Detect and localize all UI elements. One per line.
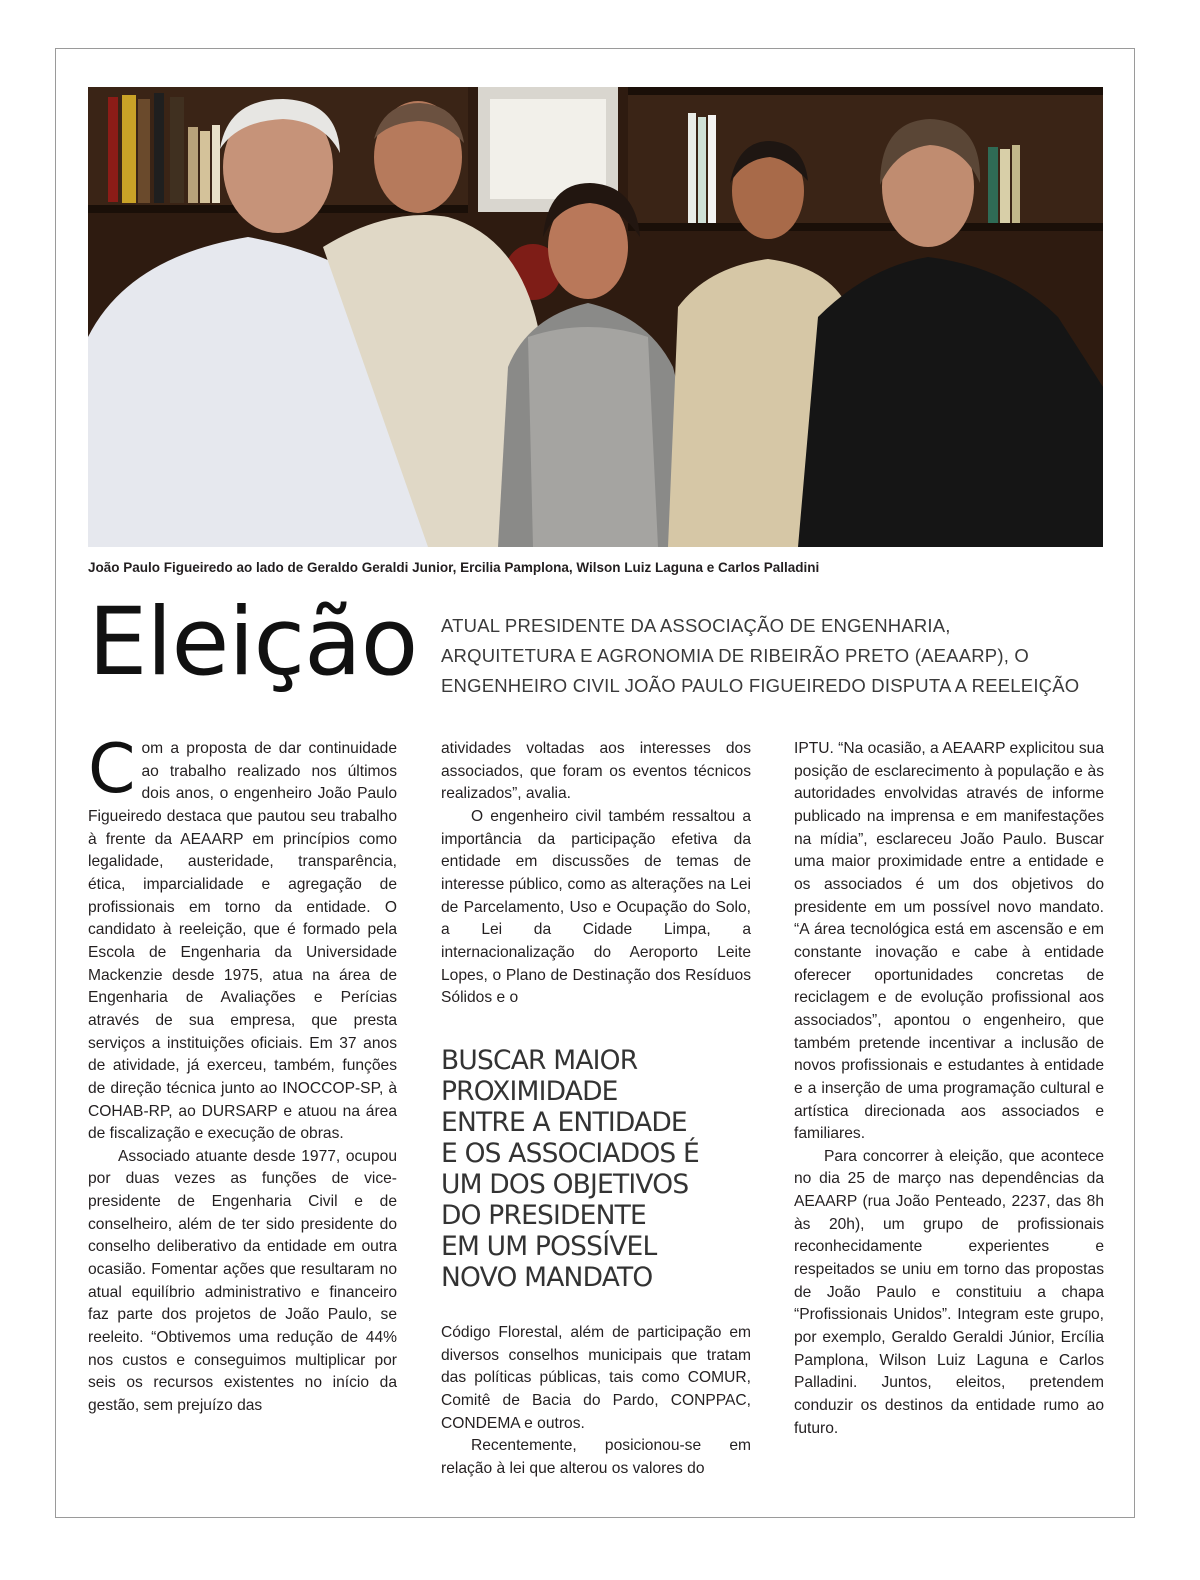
pull-quote-line: EM UM POSSÍVEL [441,1231,657,1262]
pull-quote [441,1045,751,1293]
group-photo [88,87,1103,547]
article-column-2-bottom [441,1322,751,1481]
paragraph: atividades voltadas aos interesses dos associados, que foram os eventos técnicos realizados”, avalia. [441,740,751,803]
pull-quote-line: DO PRESIDENTE [441,1200,646,1231]
headline: Eleição [88,588,418,697]
article-column-3 [794,738,1104,1440]
pull-quote-line: E OS ASSOCIADOS É [441,1138,699,1169]
photo-caption: João Paulo Figueiredo ao lado de Geraldo Geraldi Junior, Ercilia Pamplona, Wilson Luiz Laguna e Carlos Palladini [88,560,820,575]
paragraph: Associado atuante desde 1977, ocupou por duas vezes as funções de vice-presidente de Engenharia Civil e de conselheiro, além de ter sido presidente do conselho deliberativo da entidade em outra ocasião. Fomentar ações que resultaram no atual equilíbrio administrativo e financeiro faz parte dos projetos de João Paulo, se reeleito. “Obtivemos uma redução de 44% nos custos e conseguimos multiplicar por seis os recursos existentes no início da gestão, sem prejuízo das [88,1147,397,1415]
pull-quote-line: BUSCAR MAIOR [441,1045,638,1076]
subtitle [441,611,1091,701]
article-column-1 [88,730,397,1418]
group-photo-illustration [88,87,1103,547]
paragraph: O engenheiro civil também ressaltou a importância da participação efetiva da entidade em discussões de temas de interesse público, como as alterações na Lei de Parcelamento, Uso e Ocupação do Solo, a Lei da Cidade Limpa, a internacionalização do Aeroporto Leite Lopes, o Plano de Destinação dos Resíduos Sólidos e o [441,807,751,1007]
article-column-2-top [441,738,751,1010]
subtitle-line: ENGENHEIRO CIVIL JOÃO PAULO FIGUEIREDO DISPUTA A REELEIÇÃO [441,675,1080,696]
paragraph-text: om a proposta de dar continuidade ao trabalho realizado nos últimos dois anos, o engenheiro João Paulo Figueiredo destaca que pautou seu trabalho à frente da AEAARP em princípios como legalidade, austeridade, transparência, ética, imparcialidade e agregação de profissionais em torno da entidade. O candidato à reeleição, que é formado pela Escola de Engenharia da Universidade Mackenzie desde 1975, atua na área de Engenharia de Avaliações e Perícias através de sua empresa, que presta serviços a instituições oficiais. Em 37 anos de atividade, já exerceu, também, funções de direção técnica junto ao INOCCOP-SP, à COHAB-RP, ao DURSARP e atuou na área de fiscalização e execução de obras. [88,740,397,1143]
paragraph: Recentemente, posicionou-se em relação à lei que alterou os valores do [441,1437,751,1477]
subtitle-line: ARQUITETURA E AGRONOMIA DE RIBEIRÃO PRETO (AEAARP), O [441,645,1029,666]
pull-quote-line: ENTRE A ENTIDADE [441,1107,687,1138]
pull-quote-line: UM DOS OBJETIVOS [441,1169,689,1200]
drop-cap: C [88,730,136,809]
paragraph: Para concorrer à eleição, que acontece no dia 25 de março nas dependências da AEAARP (rua João Penteado, 2237, das 8h às 20h), um grupo de profissionais reconhecidamente experientes e respeitados se uniu em torno das propostas de João Paulo e constituiu a chapa “Profissionais Unidos”. Integram este grupo, por exemplo, Geraldo Geraldi Júnior, Ercília Pamplona, Wilson Luiz Laguna e Carlos Palladini. Juntos, eleitos, pretendem conduzir os destinos da entidade rumo ao futuro. [794,1147,1104,1437]
paragraph: Código Florestal, além de participação em diversos conselhos municipais que tratam das políticas públicas, tais como COMUR, Comitê de Bacia do Pardo, CONPPAC, CONDEMA e outros. [441,1324,751,1432]
pull-quote-line: NOVO MANDATO [441,1262,653,1293]
subtitle-line: ATUAL PRESIDENTE DA ASSOCIAÇÃO DE ENGENHARIA, [441,615,951,636]
pull-quote-line: PROXIMIDADE [441,1076,618,1107]
paragraph [88,730,397,1146]
paragraph: IPTU. “Na ocasião, a AEAARP explicitou sua posição de esclarecimento à população e às autoridades envolvidas através de informe publicado na imprensa e em manifestações na mídia”, esclareceu João Paulo. Buscar uma maior proximidade entre a entidade e os associados é um dos objetivos do presidente em um possível novo mandato. “A área tecnológica está em ascensão e em constante inovação e cabe à entidade oferecer oportunidades concretas de reciclagem e de evolução profissional aos associados”, apontou o engenheiro, que também pretende incentivar a inclusão de novos profissionais e estudantes à entidade e a inserção de uma programação cultural e artística direcionada aos associados e familiares. [794,740,1105,1143]
